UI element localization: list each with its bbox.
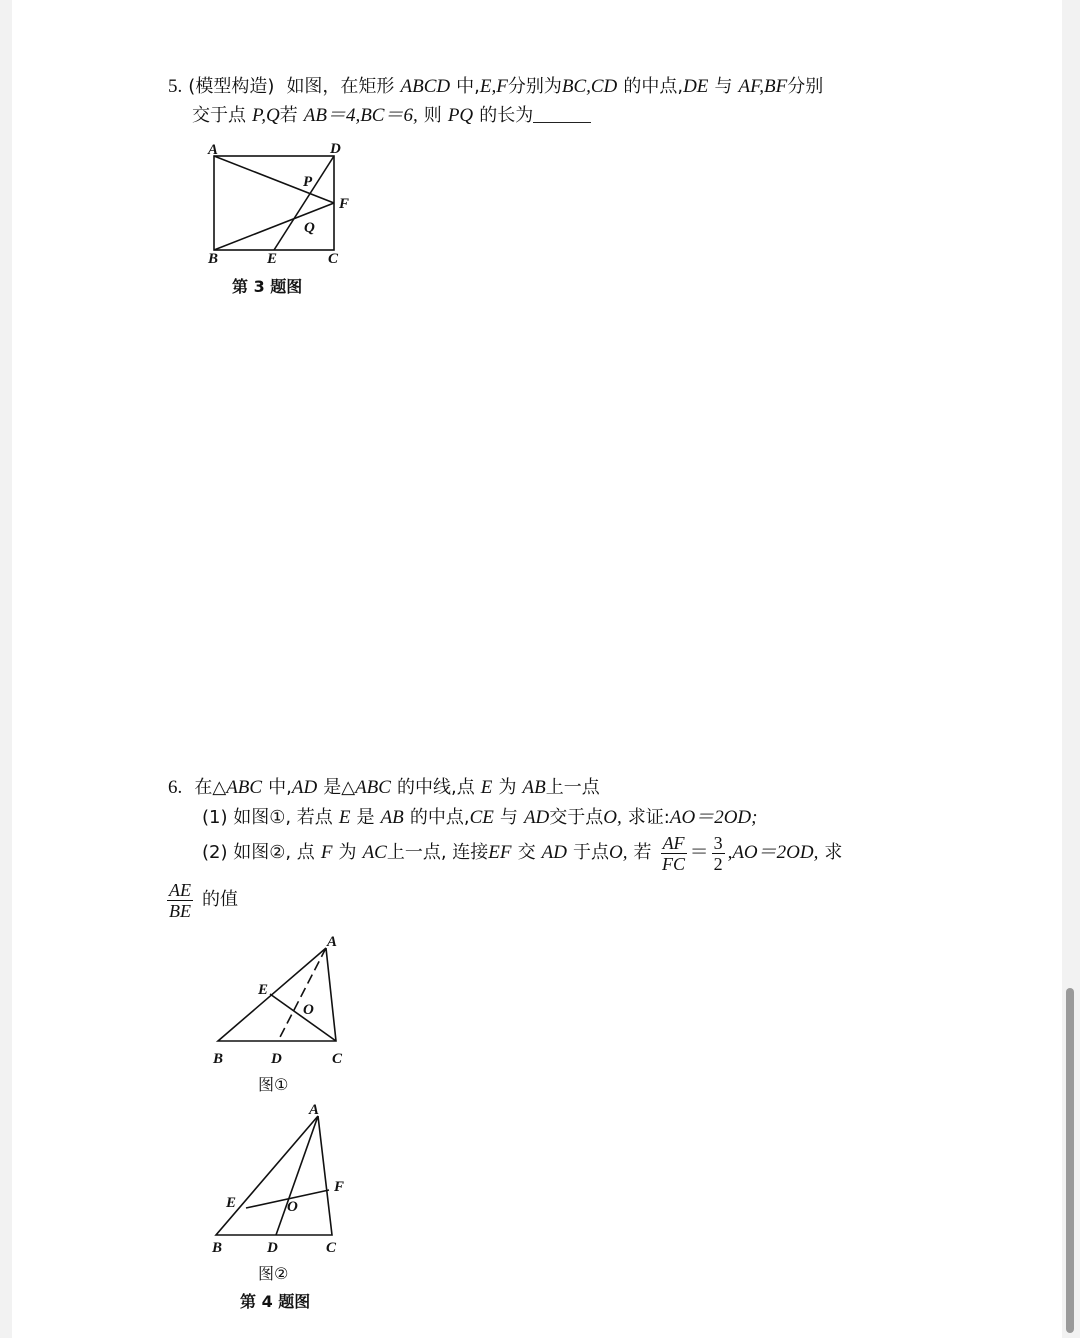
problem-6-part-2-cont (164, 876, 238, 923)
label-d: D (267, 1240, 278, 1256)
math: AD (523, 807, 550, 828)
math: AB＝4,BC＝6, (303, 105, 418, 126)
problem-5-line-2 (192, 103, 591, 128)
label-o: O (303, 1002, 314, 1018)
problem-number: 5. (168, 76, 183, 97)
text: 求 (824, 842, 843, 863)
median-ad (278, 948, 326, 1041)
math: PQ (447, 105, 474, 126)
text: 交于点 (549, 807, 604, 828)
figure-rectangle (204, 136, 374, 276)
label-a: A (208, 142, 219, 158)
math: EF (488, 842, 512, 863)
label-c: C (326, 1240, 337, 1256)
math: E (480, 777, 493, 798)
text: 的中点, (623, 76, 684, 97)
figure-1-caption: 图① (258, 1075, 289, 1094)
problem-number: 6. (168, 777, 183, 798)
fraction-numerator: AF (662, 832, 685, 853)
fraction-denominator: FC (662, 853, 686, 874)
problem-6-part-1 (202, 805, 757, 830)
label-e: E (226, 1195, 237, 1211)
text: (2) 如图②, 点 (202, 842, 315, 863)
label-f: F (339, 196, 350, 212)
scrollbar-thumb[interactable] (1066, 988, 1074, 1333)
figure-2 (208, 1098, 368, 1262)
math: CE (469, 807, 494, 828)
label-e: E (258, 982, 269, 998)
math: ABC (226, 777, 263, 798)
text: 上一点, 连接 (386, 842, 489, 863)
label-o: O (287, 1199, 298, 1215)
text: 的中线,点 (397, 777, 475, 798)
label-c: C (332, 1051, 343, 1067)
document-page (12, 0, 1062, 1338)
text: 中, (268, 777, 292, 798)
triangle-diagram-1 (208, 928, 358, 1073)
text: 的中点, (409, 807, 470, 828)
math: ABC (355, 777, 391, 798)
text: 如图，在矩形 (286, 76, 395, 97)
problem-6-line-1 (168, 775, 600, 800)
math: E,F (479, 76, 508, 97)
label-b: B (213, 1051, 224, 1067)
segment-af (214, 156, 334, 203)
label-p: P (303, 174, 313, 190)
text: 上一点 (545, 777, 600, 798)
math: AC (362, 842, 387, 863)
label-d: D (330, 141, 341, 157)
label-a: A (309, 1102, 320, 1118)
math: AO＝2OD; (669, 807, 758, 828)
median-ad (276, 1116, 318, 1235)
text: 若 (633, 842, 652, 863)
text: (1) 如图①, 若点 (202, 807, 333, 828)
problem-5-line-1 (168, 74, 823, 99)
text: 中, (456, 76, 480, 97)
math: O, (603, 807, 622, 828)
text: 与 (499, 807, 518, 828)
label-c: C (328, 251, 339, 267)
text: 交于点 (192, 105, 246, 126)
text: 的长为 (479, 105, 534, 126)
fraction-3-2 (712, 833, 725, 874)
math: ABCD (400, 76, 451, 97)
label-d: D (271, 1051, 282, 1067)
math: F (320, 842, 333, 863)
label-b: B (208, 251, 219, 267)
text: 为 (498, 777, 517, 798)
label-b: B (212, 1240, 223, 1256)
math: E (338, 807, 351, 828)
math: DE (683, 76, 709, 97)
label-a: A (327, 934, 338, 950)
math: AD (541, 842, 567, 863)
math: BC,CD (561, 76, 618, 97)
problem-tag: (模型构造) (188, 76, 275, 97)
text: 分别 (787, 76, 824, 97)
problem-6-part-2 (202, 830, 842, 875)
text: 是 (356, 807, 375, 828)
math: P,Q (252, 105, 280, 126)
rect-abcd (214, 156, 334, 250)
math: AB (380, 807, 404, 828)
math: AF,BF (738, 76, 788, 97)
fraction-numerator: AE (169, 879, 191, 900)
math: O, (608, 842, 628, 863)
text: 在△ (194, 777, 227, 798)
figure-group-caption: 第 4 题图 (240, 1292, 311, 1311)
text: 是△ (323, 777, 356, 798)
figure-1 (208, 928, 358, 1077)
figure-2-caption: 图② (258, 1264, 289, 1283)
math: ,AO＝2OD, (727, 842, 819, 863)
text: 为 (338, 842, 357, 863)
answer-blank (533, 104, 591, 123)
equals-sign: ＝ (689, 842, 709, 863)
text: 于点 (572, 842, 609, 863)
text: 的值 (202, 889, 239, 910)
label-e: E (267, 251, 278, 267)
segment-bf (214, 203, 334, 250)
triangle-abc (216, 1116, 332, 1235)
fraction-denominator: 2 (713, 853, 723, 874)
label-f: F (334, 1179, 345, 1195)
triangle-diagram-2 (208, 1098, 368, 1258)
rectangle-diagram (204, 136, 374, 272)
math: AD (291, 777, 318, 798)
text: 分别为 (507, 76, 562, 97)
text: 与 (714, 76, 733, 97)
text: 求证: (627, 807, 670, 828)
math: AB (522, 777, 546, 798)
text: 若 (279, 105, 298, 126)
fraction-numerator: 3 (713, 832, 723, 853)
fraction-denominator: BE (169, 900, 191, 921)
label-q: Q (304, 220, 315, 236)
fraction-ae-be (167, 880, 193, 921)
text: 则 (423, 105, 442, 126)
fraction-af-fc (661, 833, 687, 874)
figure-caption: 第 3 题图 (232, 277, 303, 296)
text: 交 (517, 842, 536, 863)
